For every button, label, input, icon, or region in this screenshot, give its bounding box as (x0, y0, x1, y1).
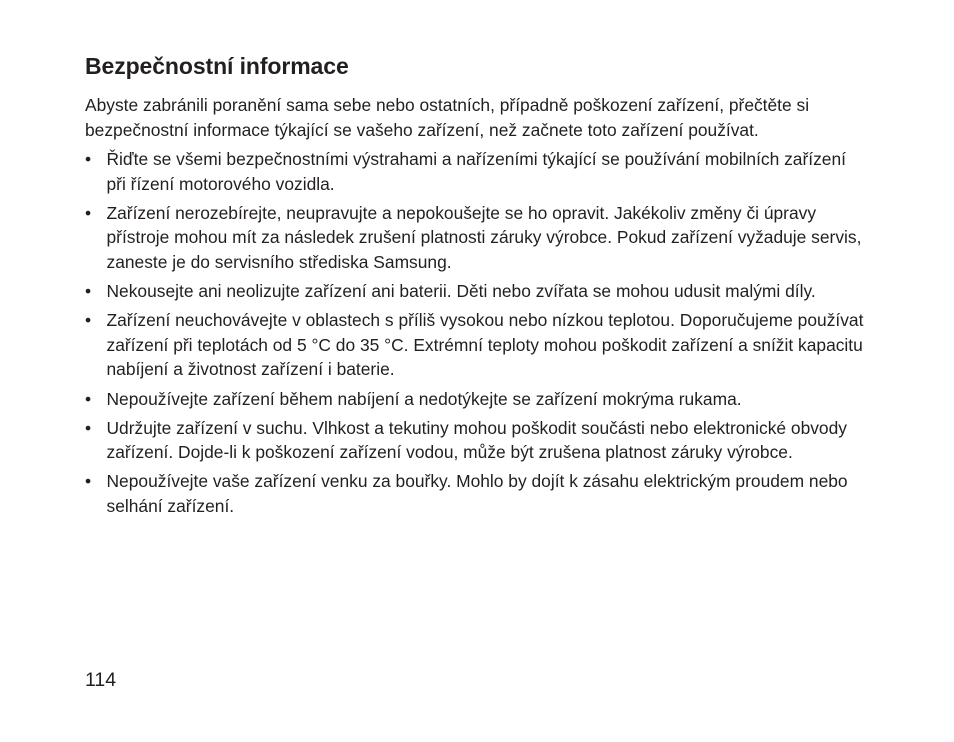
bullet-icon: • (85, 388, 92, 409)
list-item (85, 387, 870, 412)
list-item-text: Nekousejte ani neolizujte zařízení ani baterii. Děti nebo zvířata se mohou udusit malými díly. (106, 281, 816, 302)
safety-rules-list (85, 147, 870, 518)
section-title: Bezpečnostní informace (85, 53, 349, 79)
bullet-icon: • (85, 310, 92, 331)
list-item-text: Řiďte se všemi bezpečnostními výstrahami a nařízeními týkající se používání mobilních zařízení při řízení motorového vozidla. (106, 149, 846, 194)
list-item (85, 201, 870, 275)
list-item-text: Nepoužívejte zařízení během nabíjení a nedotýkejte se zařízení mokrýma rukama. (106, 388, 742, 409)
bullet-icon: • (85, 149, 92, 170)
page-number: 114 (85, 669, 117, 691)
list-item-text: Udržujte zařízení v suchu. Vlhkost a tekutiny mohou poškodit součásti nebo elektronické obvody zařízení. Dojde-li k poškození zařízení vodou, může být zrušena platnost záruky výrobce. (106, 417, 847, 463)
bullet-icon: • (85, 202, 92, 223)
list-item (85, 416, 870, 465)
list-item (85, 279, 870, 304)
bullet-icon: • (85, 471, 92, 492)
bullet-icon: • (85, 417, 92, 438)
list-item (85, 469, 870, 518)
list-item (85, 147, 870, 196)
document-page (85, 52, 870, 523)
list-item (85, 308, 870, 382)
intro-paragraph: Abyste zabránili poranění sama sebe nebo ostatních, případně poškození zařízení, přečtěte si bezpečnostní informace týkající se vašeho zařízení, než začnete toto zařízení používat. (85, 95, 810, 140)
list-item-text: Zařízení neuchovávejte v oblastech s příliš vysokou nebo nízkou teplotou. Doporučujeme používat zařízení při teplotách od 5 °C do 35 °C. Extrémní teploty mohou poškodit zařízení a snížit kapacitu nabíjení a životnost zařízení i baterie. (106, 310, 864, 380)
list-item-text: Zařízení nerozebírejte, neupravujte a nepokoušejte se ho opravit. Jakékoliv změny či úpravy přístroje mohou mít za následek zrušení platnosti záruky výrobce. Pokud zařízení vyžaduje servis, zaneste je do servisního střediska Samsung. (106, 202, 862, 273)
list-item-text: Nepoužívejte vaše zařízení venku za bouřky. Mohlo by dojít k zásahu elektrickým proudem nebo selhání zařízení. (106, 471, 848, 516)
bullet-icon: • (85, 281, 92, 302)
